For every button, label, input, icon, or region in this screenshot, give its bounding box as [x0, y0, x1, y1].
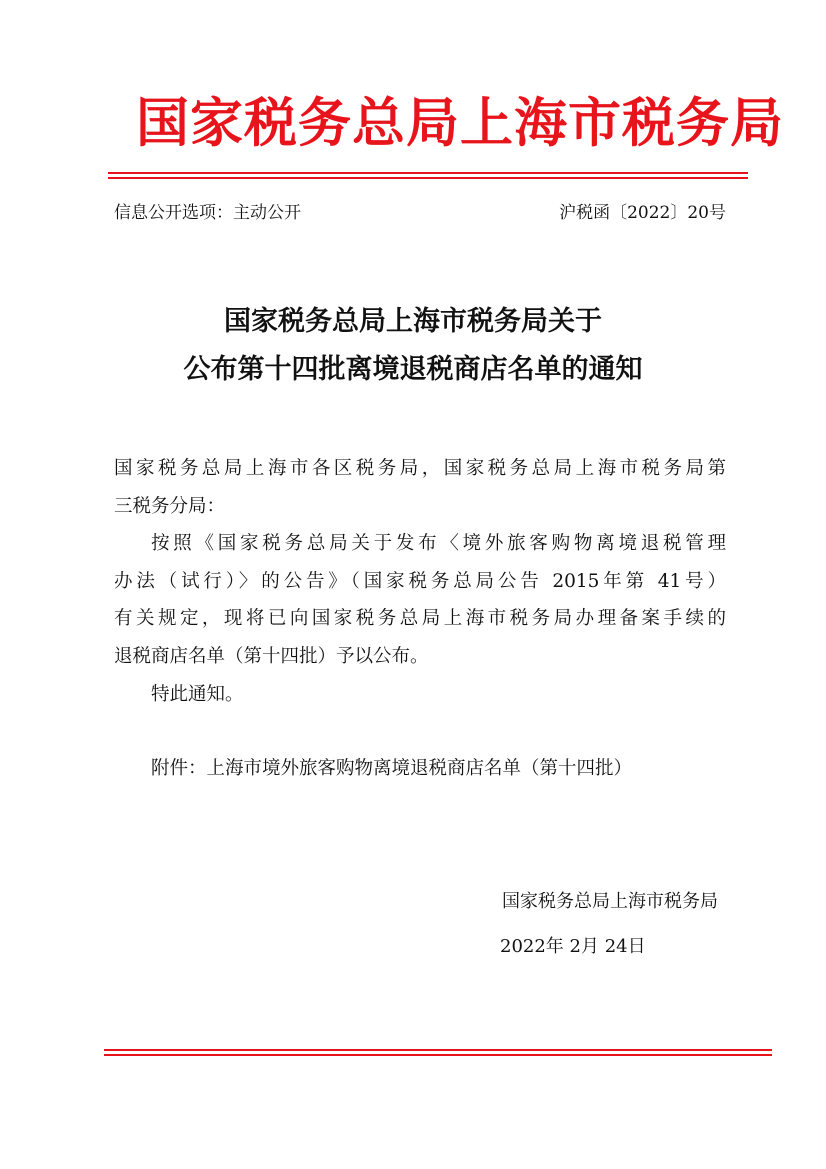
signatory: 国家税务总局上海市税务局	[502, 891, 718, 912]
attachment-line: 附件：上海市境外旅客购物离境退税商店名单（第十四批）	[151, 758, 633, 780]
closing-line: 特此通知。	[151, 683, 244, 705]
notice-title-line2: 公布第十四批离境退税商店名单的通知	[183, 354, 643, 385]
notice-body	[114, 450, 726, 788]
paragraph-line4: 退税商店名单（第十四批）予以公布。	[114, 645, 429, 667]
masthead-title: 国家税务总局上海市税务局	[136, 92, 784, 154]
red-divider-top	[108, 172, 748, 174]
red-divider-bottom-thin	[104, 1054, 772, 1056]
disclosure-option: 信息公开选项：主动公开	[114, 203, 301, 223]
issue-date: 2022年 2月 24日	[500, 936, 646, 957]
red-divider-bottom	[104, 1049, 772, 1051]
addressee-line2: 三税务分局：	[114, 495, 226, 517]
notice-title-line1: 国家税务总局上海市税务局关于	[224, 306, 602, 337]
paragraph-line2: 办法（试行）〉的公告》（国家税务总局公告 2015年第 41号）	[114, 570, 726, 592]
paragraph-line3: 有关规定，现将已向国家税务总局上海市税务局办理备案手续的	[114, 608, 726, 630]
addressee-line1: 国家税务总局上海市各区税务局，国家税务总局上海市税务局第	[114, 458, 726, 479]
document-number: 沪税函〔2022〕20号	[559, 203, 726, 223]
paragraph-line1: 按照《国家税务总局关于发布〈境外旅客购物离境退税管理	[151, 533, 726, 555]
red-divider-top-thin	[108, 177, 748, 179]
